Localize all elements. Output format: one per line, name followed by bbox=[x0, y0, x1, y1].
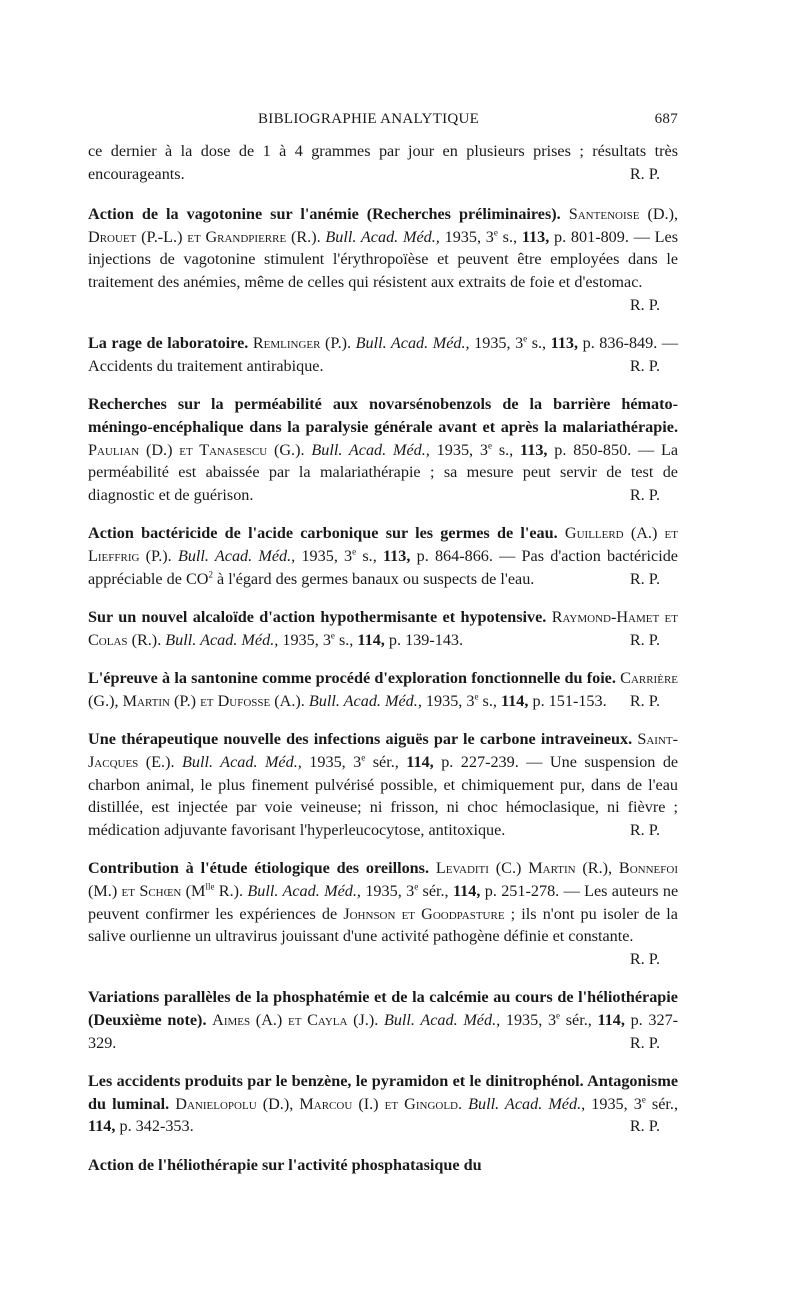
entry-authors-cont: R.). bbox=[214, 882, 244, 901]
signature: R. P. bbox=[629, 356, 660, 375]
entry-title: Sur un nouvel alcaloïde d'action hypothermisante et hypotensive. bbox=[88, 608, 547, 627]
entry-volume: 114, bbox=[88, 1117, 116, 1136]
entry-year: 1935, 3 bbox=[591, 1094, 642, 1113]
entry-pages: p. 227-239. bbox=[441, 753, 519, 772]
entry-journal: Bull. Acad. Méd., bbox=[383, 1011, 501, 1029]
entry-pages: p. 251-278. bbox=[484, 882, 560, 901]
entry-abstract: — Les injections de vagotonine stimulent l'érythropoïèse et peuvent être employées dans le traitement des anémies, même de celles qui résistent aux extraits de foie et d'estomac. bbox=[88, 227, 679, 291]
entry-title: Action bactéricide de l'acide carbonique sur les germes de l'eau. bbox=[88, 524, 558, 543]
entry-year: 1935, 3 bbox=[444, 227, 494, 246]
entry-authors: Danielopolu (D.), Marcou (I.) et Gingold. bbox=[175, 1094, 463, 1113]
entry-journal: Bull. Acad. Méd., bbox=[165, 630, 279, 649]
entry-pages: p. 850-850. bbox=[554, 440, 632, 459]
entry-series: sér., bbox=[372, 753, 399, 772]
entry-volume: 114, bbox=[452, 882, 481, 901]
signature: R. P. bbox=[629, 691, 660, 710]
subscript-2: 2 bbox=[208, 569, 213, 580]
entry-series: s., bbox=[498, 440, 514, 459]
entry-pages: p. 864-866. bbox=[416, 546, 493, 565]
entry-series: sér., bbox=[651, 1094, 678, 1113]
signature: R. P. bbox=[629, 630, 660, 649]
entry-title: L'épreuve à la santonine comme procédé d'exploration fonctionnelle du foie. bbox=[88, 669, 616, 688]
signature: R. P. bbox=[629, 820, 660, 839]
entry-volume: 114, bbox=[597, 1011, 625, 1029]
entry-series-sup: e bbox=[641, 1094, 646, 1105]
bibliography-entry bbox=[88, 332, 678, 377]
entry-journal: Bull. Acad. Méd., bbox=[311, 440, 430, 459]
signature: R. P. bbox=[629, 949, 660, 968]
header-title: BIBLIOGRAPHIE ANALYTIQUE bbox=[258, 111, 480, 127]
entry-year: 1935, 3 bbox=[282, 630, 331, 649]
entry-text: ce dernier à la dose de 1 à 4 grammes par jour en plusieurs prises ; résultats très encourageants. bbox=[88, 142, 678, 183]
entry-authors: Paulian (D.) et Tanasescu (G.). bbox=[88, 440, 305, 459]
entry-volume: 113, bbox=[520, 440, 548, 459]
bibliography-entry bbox=[88, 522, 678, 590]
entry-authors: Raymond-Hamet et Colas (R.). bbox=[88, 608, 678, 649]
document-page bbox=[88, 108, 678, 1193]
entry-series: sér., bbox=[565, 1011, 592, 1029]
signature: R. P. bbox=[629, 295, 660, 314]
entry-pages: p. 342-353. bbox=[119, 1117, 194, 1136]
entry-year: 1935, 3 bbox=[365, 882, 415, 901]
entry-series-sup: e bbox=[414, 881, 419, 892]
entry-series-sup: e bbox=[556, 1010, 561, 1021]
bibliography-entry bbox=[88, 986, 678, 1054]
entry-journal: Bull. Acad. Méd., bbox=[468, 1094, 586, 1113]
entry-abstract: — Une suspension de charbon animal, le plus finement pulvérisé possible, et chimiquement pur, dans de l'eau distillée, est injectée par voie veineuse; ni frisson, ni choc hémoclasique, ni fièvre ; médication adjuvante favorisant l'hyperleucocytose, antitoxique. bbox=[88, 753, 679, 839]
entry-series-sup: e bbox=[352, 546, 357, 557]
entry-series: s., bbox=[502, 227, 518, 246]
entry-series: s., bbox=[338, 630, 354, 649]
entry-series-sup: e bbox=[474, 691, 479, 702]
entry-year: 1935, 3 bbox=[474, 334, 524, 353]
entry-series: s., bbox=[362, 546, 377, 565]
entry-pages: p. 801-809. bbox=[554, 227, 629, 246]
entry-abstract: — La perméabilité est abaissée par la malariathérapie ; sa mesure peut servir de test de diagnostic et de guérison. bbox=[88, 440, 679, 504]
entry-abstract-cont: à l'égard des germes banaux ou suspects de l'eau. bbox=[212, 569, 535, 588]
entry-series: s., bbox=[531, 334, 547, 353]
entry-journal: Bull. Acad. Méd., bbox=[308, 691, 422, 710]
entry-series-sup: e bbox=[361, 752, 366, 763]
entry-volume: 114, bbox=[406, 753, 434, 772]
entry-series-sup: e bbox=[493, 227, 498, 238]
entry-authors: Levaditi (C.) Martin (R.), Bonnefoi (M.) et Schœn (M bbox=[88, 859, 678, 901]
entry-year: 1935, 3 bbox=[425, 691, 475, 710]
entry-year: 1935, 3 bbox=[301, 546, 353, 565]
entry-authors: Aimes (A.) et Cayla (J.). bbox=[212, 1011, 379, 1029]
continuation-paragraph bbox=[88, 140, 678, 185]
entry-authors: Guillerd (A.) et Lieffrig (P.). bbox=[88, 524, 678, 565]
entry-authors: Saint-Jacques (E.). bbox=[88, 730, 678, 772]
entry-title: Variations parallèles de la phosphatémie et de la calcémie au cours de l'héliothérapie (Deuxième note). bbox=[88, 988, 678, 1029]
entry-volume: 114, bbox=[500, 691, 529, 710]
authors-sup: lle bbox=[205, 881, 215, 892]
entry-series-sup: e bbox=[330, 630, 335, 641]
bibliography-entry bbox=[88, 728, 678, 841]
entry-journal: Bull. Acad. Méd., bbox=[177, 546, 296, 565]
entry-volume: 113, bbox=[521, 227, 550, 246]
signature: R. P. bbox=[629, 569, 660, 588]
entry-journal: Bull. Acad. Méd., bbox=[355, 334, 470, 353]
entry-series-sup: e bbox=[523, 333, 528, 344]
entry-pages: p. 836-849. bbox=[582, 334, 658, 353]
page-number: 687 bbox=[654, 111, 678, 127]
bibliography-entry bbox=[88, 1070, 678, 1138]
entry-title: Action de la vagotonine sur l'anémie (Recherches préliminaires). bbox=[88, 205, 561, 224]
bibliography-entry bbox=[88, 857, 678, 970]
entry-title: Les accidents produits par le benzène, le pyramidon et le dinitrophénol. Antagonisme du luminal. bbox=[88, 1072, 678, 1113]
bibliography-entry bbox=[88, 203, 678, 316]
signature: R. P. bbox=[629, 1033, 660, 1052]
bibliography-entry bbox=[88, 393, 678, 506]
entry-authors: Santenoise (D.), Drouet (P.-L.) et Grandpierre (R.). bbox=[88, 205, 679, 246]
entry-title: La rage de laboratoire. bbox=[88, 334, 249, 353]
entry-series-sup: e bbox=[488, 440, 492, 451]
entry-year: 1935, 3 bbox=[436, 440, 488, 459]
entry-authors: Remlinger (P.). bbox=[252, 334, 352, 353]
entry-pages: p. 139-143. bbox=[388, 630, 464, 649]
entry-journal: Bull. Acad. Méd., bbox=[325, 227, 440, 246]
cited-authors: Johnson et Goodpasture bbox=[343, 904, 505, 923]
entry-volume: 113, bbox=[550, 334, 579, 353]
signature: R. P. bbox=[629, 164, 660, 183]
entry-abstract: — Pas d'action bactéricide appréciable de CO bbox=[88, 546, 678, 588]
signature: R. P. bbox=[629, 485, 660, 504]
entry-abstract: — Accidents du traitement antirabique. bbox=[88, 334, 678, 375]
entry-abstract: — Les auteurs ne peuvent confirmer les expériences de bbox=[88, 882, 679, 923]
entry-journal: Bull. Acad. Méd., bbox=[182, 753, 302, 772]
bibliography-entry bbox=[88, 1154, 678, 1177]
running-header bbox=[88, 108, 678, 132]
entry-title: Contribution à l'étude étiologique des oreillons. bbox=[88, 859, 430, 878]
entry-journal: Bull. Acad. Méd., bbox=[247, 882, 361, 901]
entry-volume: 114, bbox=[357, 630, 385, 649]
entry-authors: Carrière (G.), Martin (P.) et Dufosse (A.). bbox=[88, 669, 678, 710]
entry-year: 1935, 3 bbox=[309, 753, 362, 772]
entry-pages: p. 327-329. bbox=[88, 1011, 679, 1052]
entry-title: Une thérapeutique nouvelle des infections aiguës par le carbone intraveineux. bbox=[88, 730, 633, 749]
entry-abstract-cont: ; ils n'ont pu isoler de la salive ourlienne un ultravirus jouissant d'une activité pathogène définie et constante. bbox=[88, 904, 678, 946]
entry-title: Recherches sur la perméabilité aux novarsénobenzols de la barrière hémato-méningo-encéphalique dans la paralysie générale avant et après la malariathérapie. bbox=[88, 395, 678, 436]
entry-volume: 113, bbox=[382, 546, 411, 565]
bibliography-entry bbox=[88, 606, 678, 651]
entry-series: s., bbox=[482, 691, 497, 710]
entry-pages: p. 151-153. bbox=[532, 691, 607, 710]
entry-year: 1935, 3 bbox=[505, 1011, 557, 1029]
bibliography-entry bbox=[88, 667, 678, 712]
entry-series: sér., bbox=[422, 882, 449, 901]
entry-title: Action de l'héliothérapie sur l'activité phosphatasique du bbox=[88, 1155, 482, 1174]
signature: R. P. bbox=[629, 1117, 660, 1136]
